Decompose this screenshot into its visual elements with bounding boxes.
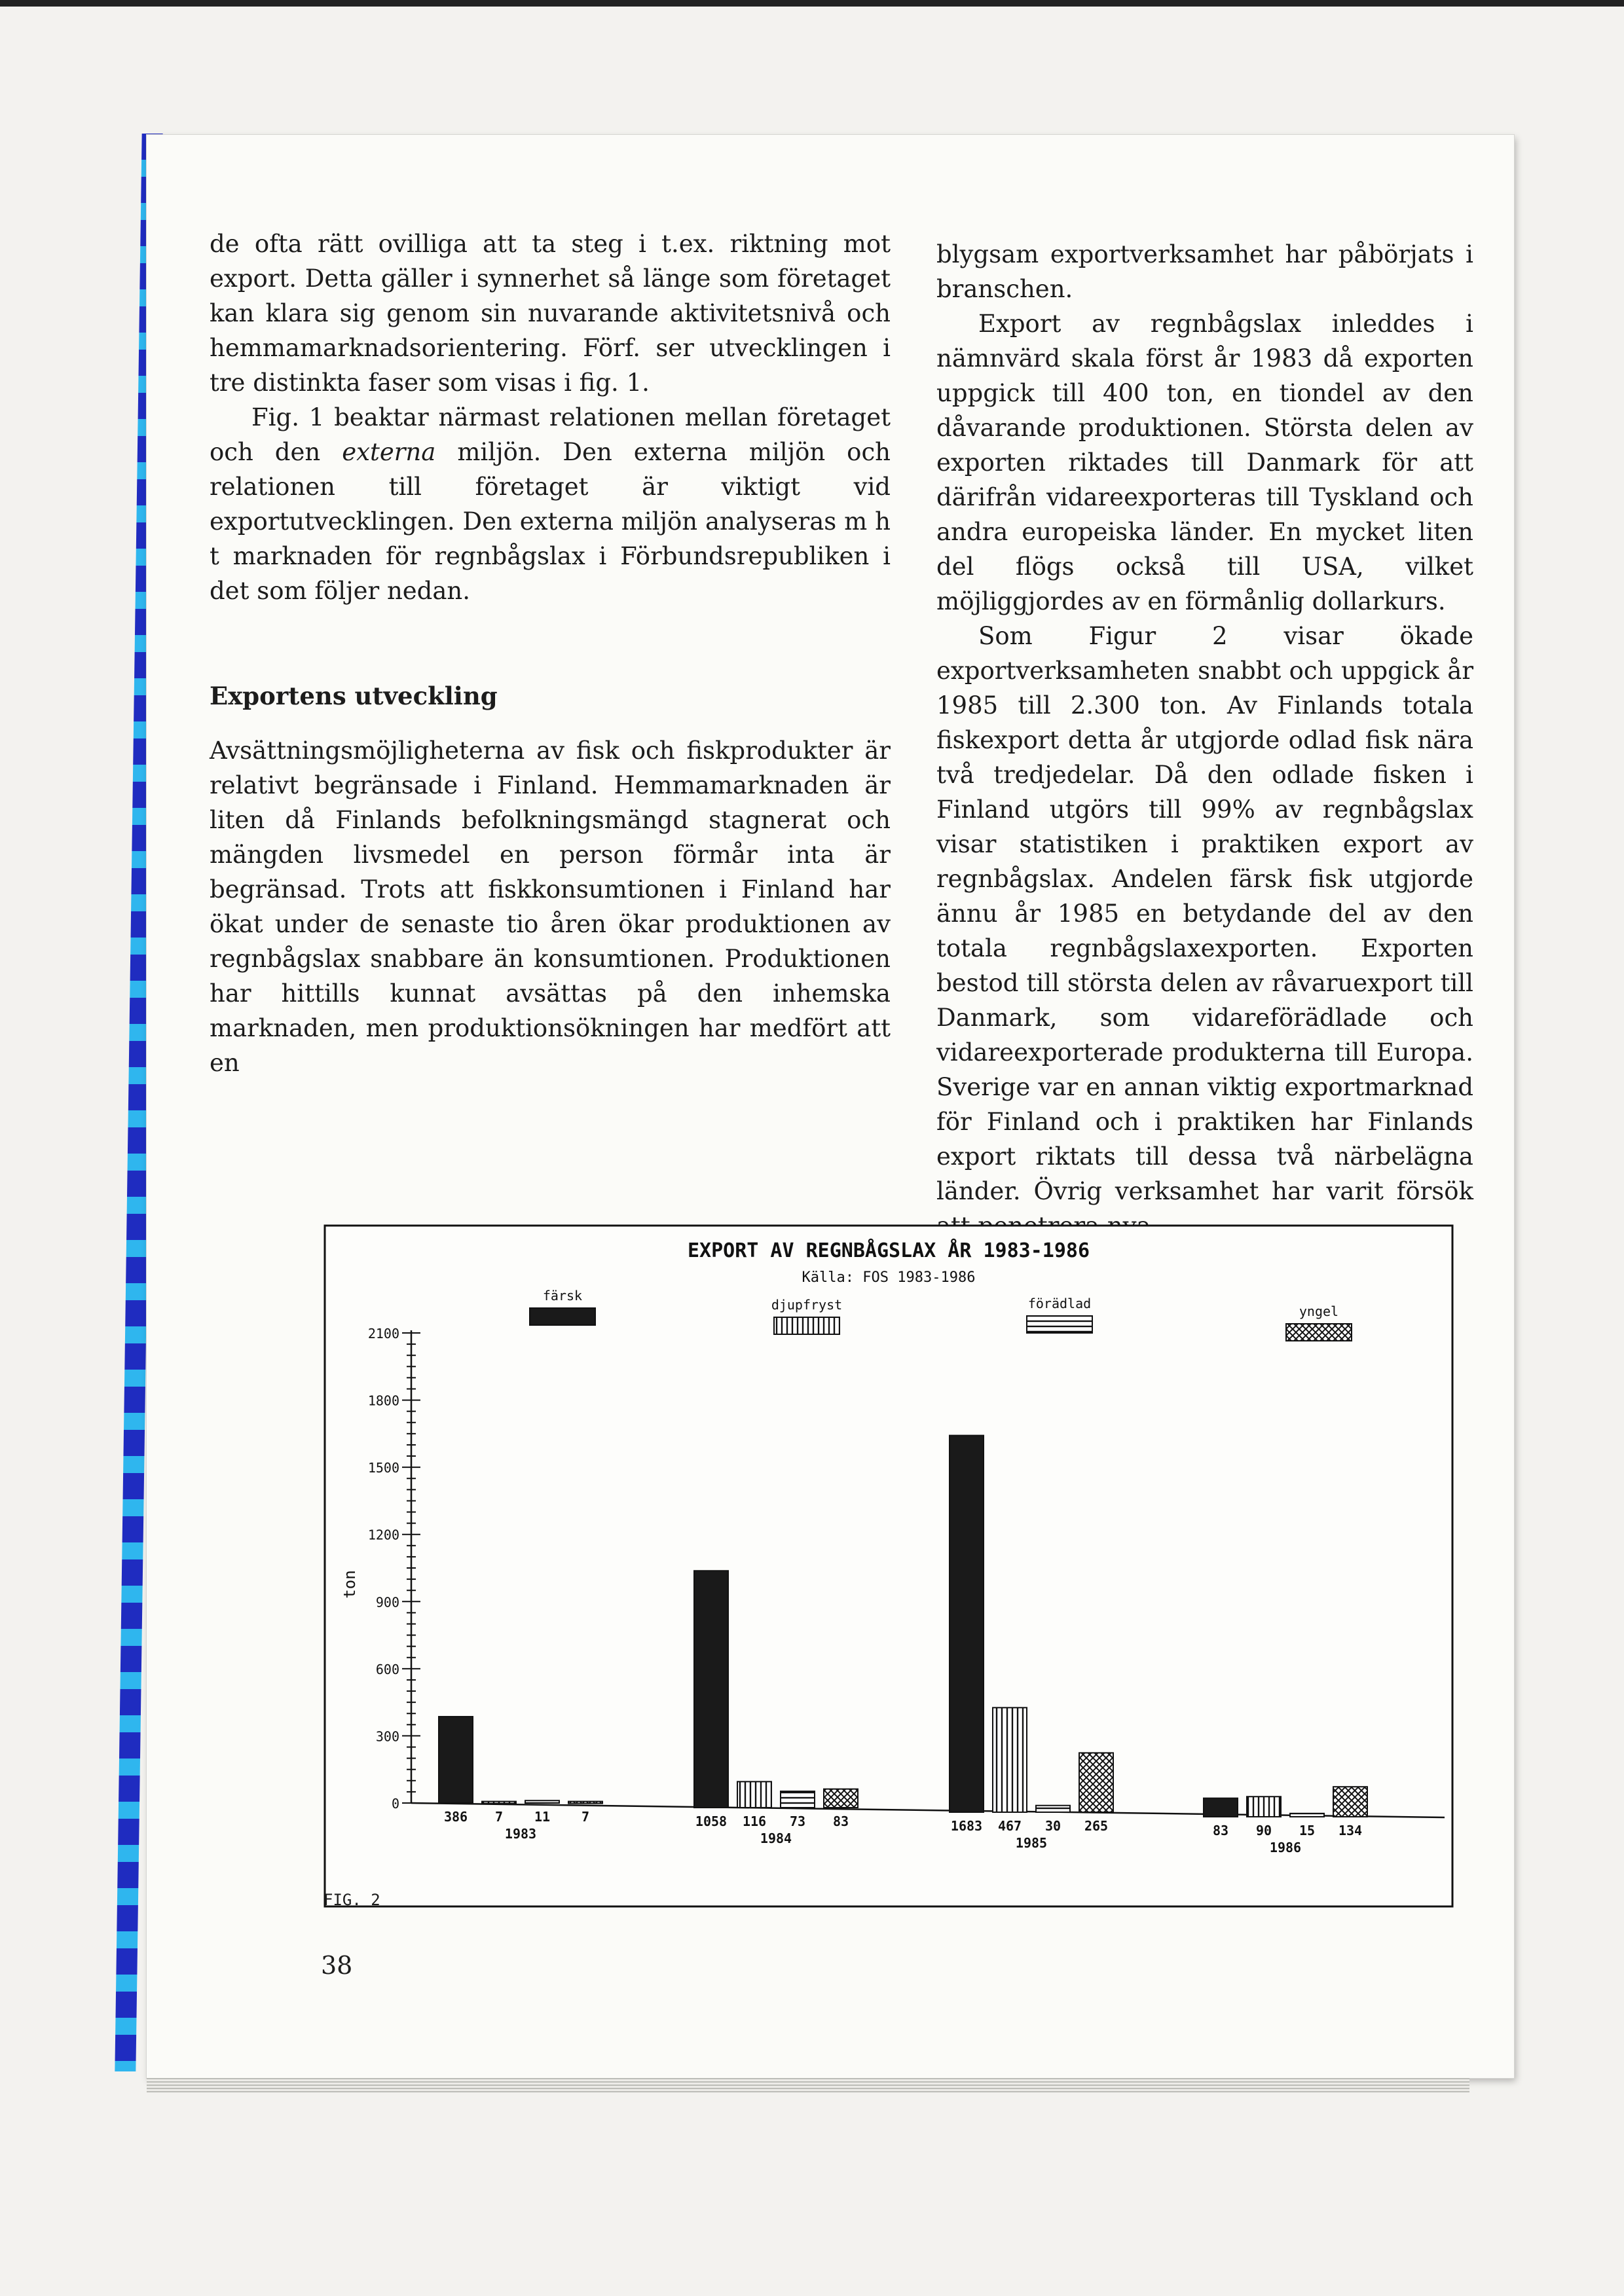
y-tick-label: 1500: [367, 1460, 399, 1476]
x-category-label: 1986: [1269, 1840, 1302, 1855]
chart-svg: [323, 1224, 1454, 1908]
bar: [1079, 1753, 1113, 1812]
legend-label: djupfryst: [771, 1297, 843, 1313]
left-paragraph-2-start: Fig. 1 beaktar närmast relationen mellan företaget och den: [210, 403, 891, 466]
legend-label: yngel: [1299, 1303, 1339, 1319]
left-paragraph-3: Avsättningsmöjligheterna av fisk och fiskprodukter är relativt begränsade i Finland. Hemmamarknaden är liten då Finlands befolkningsmängd stagnerat och mängden livsmedel en person förmår inta är begränsad. Trots att fiskkonsumtionen i Finland har ökat under de senaste tio åren ökar produktionen av regnbågslax snabbare än konsumtionen. Produktionen har hittills kunnat avsättas på den inhemska marknaden, men produktionsökningen har medfört att en: [210, 737, 891, 1077]
bar: [439, 1717, 473, 1803]
bar-value-label: 90: [1255, 1823, 1272, 1838]
y-tick-label: 2100: [367, 1326, 399, 1341]
bar-value-label: 7: [581, 1809, 590, 1825]
y-tick-label: 300: [375, 1728, 399, 1745]
bar-value-label: 7: [494, 1809, 504, 1825]
bar: [694, 1571, 728, 1808]
left-paragraph-2: [210, 400, 891, 608]
bar-value-label: 265: [1084, 1818, 1109, 1834]
right-paragraph-1: blygsam exportverksamhet har påbörjats i branschen.: [936, 240, 1473, 303]
bar-value-label: 467: [997, 1818, 1022, 1834]
bar: [1290, 1813, 1324, 1817]
left-paragraph-2-end: miljön. Den externa miljön och relationen till företaget är viktigt vid exportutvecklingen. Den externa miljön analyseras m h t marknaden för regnbågslax i Förbundsrepubliken i det som följer nedan.: [210, 438, 891, 605]
legend-swatch: [1286, 1324, 1352, 1341]
section-heading: Exportens utveckling: [210, 682, 498, 710]
chart-subtitle: Källa: FOS 1983-1986: [802, 1269, 976, 1286]
scan-border: [0, 0, 1624, 7]
bar-value-label: 15: [1299, 1823, 1316, 1838]
y-tick-label: 1800: [367, 1393, 399, 1409]
emphasis-externa: externa: [342, 438, 436, 466]
legend-swatch: [1027, 1316, 1092, 1333]
bar: [1333, 1787, 1367, 1817]
chart-title: EXPORT AV REGNBÅGSLAX ÅR 1983-1986: [687, 1239, 1090, 1262]
bar-value-label: 134: [1338, 1823, 1363, 1838]
x-category-label: 1985: [1015, 1835, 1048, 1851]
figure-label: FIG. 2: [323, 1891, 380, 1909]
y-axis-label: ton: [341, 1570, 359, 1599]
right-column: [936, 237, 1473, 1243]
bar-value-label: 83: [1212, 1823, 1229, 1838]
bar: [950, 1436, 984, 1812]
y-tick-label: 900: [375, 1594, 399, 1611]
y-tick-label: 1200: [367, 1527, 399, 1543]
left-column: [210, 227, 891, 1080]
legend-label: färsk: [542, 1288, 583, 1303]
bar: [1204, 1798, 1238, 1817]
x-category-label: 1983: [504, 1826, 537, 1842]
bar-value-label: 116: [742, 1813, 767, 1829]
right-paragraph-3: Som Figur 2 visar ökade exportverksamheten snabbt och uppgick år 1985 till 2.300 ton. Av Finlands totala fiskexport detta år utgjorde odlad fisk nära två tredjedelar. Då den odlade fisken i Finland utgörs till 99% av regnbågslax visar statistiken i praktiken export av regnbågslax. Andelen färsk fisk utgjorde ännu år 1985 en betydande del av den totala regnbågslaxexporten. Exporten bestod till största delen av råvaruexport till Danmark, som vidareförädlade och vidareexporterade produkterna till Europa. Sverige var en annan viktig exportmarknad för Finland och i praktiken har Finlands export riktats till dessa två närbelägna länder. Övrig verksamhet har varit försök: [936, 622, 1473, 1205]
bar: [525, 1800, 559, 1803]
bar: [568, 1802, 602, 1804]
bar: [781, 1791, 815, 1808]
bar-value-label: 1683: [950, 1818, 983, 1834]
right-paragraph-2: Export av regnbågslax inleddes i nämnvärd skala först år 1983 då exporten uppgick till 400 ton, en tiondel av den dåvarande produktionen. Största delen av exporten riktades till Danmark för att därifrån vidareexporteras till Tyskland och andra europeiska länder. En mycket liten del flögs också till USA, vilket möjliggjordes av en förmånlig dollarkurs.: [936, 310, 1473, 615]
legend-swatch: [530, 1308, 595, 1325]
bar-value-label: 1058: [695, 1813, 728, 1829]
export-chart: [323, 1224, 1454, 1908]
bar: [482, 1802, 516, 1804]
bar: [993, 1707, 1027, 1812]
page-number: 38: [321, 1951, 353, 1980]
bar-value-label: 30: [1044, 1818, 1061, 1834]
bar: [1036, 1806, 1070, 1812]
left-paragraph-1: de ofta rätt ovilliga att ta steg i t.ex. riktning mot export. Detta gäller i synnerhet så länge som företaget kan klara sig genom sin nuvarande aktivitetsnivå och hemmamarknadsorientering. Förf. ser utvecklingen i tre distinkta faser som visas i fig. 1.: [210, 230, 891, 397]
bar-value-label: 11: [534, 1809, 551, 1825]
legend-label: förädlad: [1027, 1296, 1092, 1311]
y-tick-label: 600: [375, 1661, 399, 1677]
bar-value-label: 73: [789, 1813, 806, 1829]
legend-swatch: [774, 1317, 840, 1334]
page-stack-edges: [147, 2078, 1469, 2092]
bar: [737, 1781, 771, 1808]
bar-value-label: 83: [832, 1813, 849, 1829]
x-category-label: 1984: [760, 1831, 792, 1846]
bar-value-label: 386: [443, 1809, 468, 1825]
bar: [1247, 1796, 1281, 1817]
bar: [824, 1789, 858, 1808]
y-tick-label: 0: [391, 1796, 399, 1812]
